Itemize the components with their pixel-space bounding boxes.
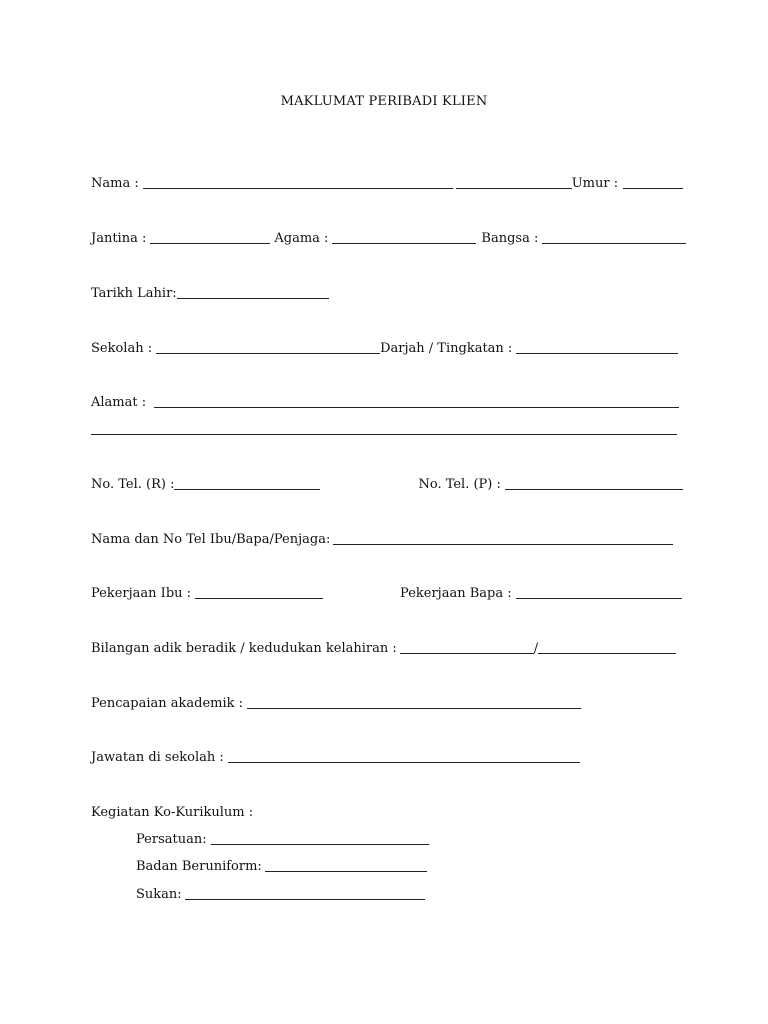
- row-tarikh-lahir: [91, 282, 329, 302]
- label-sekolah: Sekolah :: [91, 341, 153, 356]
- alamat-field-line-2[interactable]: [91, 434, 677, 435]
- persatuan-field[interactable]: [211, 844, 429, 845]
- row-beruniform: [136, 855, 427, 875]
- pekerjaan-bapa-field[interactable]: [516, 598, 682, 599]
- slash-separator: /: [533, 641, 539, 656]
- row-bilangan: [91, 637, 676, 657]
- row-kokurikulum: [91, 801, 253, 821]
- label-nama: Nama :: [91, 176, 139, 191]
- jantina-field[interactable]: [150, 243, 270, 244]
- label-umur: Umur :: [571, 176, 619, 191]
- row-nama-umur: [91, 172, 683, 192]
- pekerjaan-ibu-field[interactable]: [195, 598, 323, 599]
- label-jawatan: Jawatan di sekolah :: [91, 750, 224, 765]
- label-sukan: Sukan:: [136, 887, 182, 902]
- label-penjaga: Nama dan No Tel Ibu/Bapa/Penjaga:: [91, 532, 331, 547]
- darjah-field[interactable]: [516, 353, 678, 354]
- label-agama: Agama :: [274, 231, 329, 246]
- label-tarikh-lahir: Tarikh Lahir:: [91, 286, 177, 301]
- label-pekerjaan-bapa: Pekerjaan Bapa :: [400, 586, 512, 601]
- nama-field[interactable]: [143, 188, 453, 189]
- row-no-tel: [91, 473, 683, 493]
- sukan-field[interactable]: [185, 899, 425, 900]
- beruniform-field[interactable]: [265, 871, 427, 872]
- label-alamat: Alamat :: [91, 395, 147, 410]
- penjaga-field[interactable]: [333, 544, 673, 545]
- label-bangsa: Bangsa :: [481, 231, 539, 246]
- tarikh-lahir-field[interactable]: [177, 298, 329, 299]
- row-pekerjaan: [91, 582, 682, 602]
- row-sukan: [136, 883, 425, 903]
- row-persatuan: [136, 828, 429, 848]
- form-title: MAKLUMAT PERIBADI KLIEN: [280, 94, 488, 109]
- row-alamat: [91, 391, 679, 411]
- bangsa-field[interactable]: [542, 243, 686, 244]
- nama-field-extra[interactable]: [456, 188, 572, 189]
- umur-field[interactable]: [623, 188, 683, 189]
- row-pencapaian: [91, 692, 581, 712]
- label-tel-p: No. Tel. (P) :: [418, 477, 501, 492]
- pencapaian-field[interactable]: [247, 708, 581, 709]
- tel-p-field[interactable]: [505, 489, 683, 490]
- label-kokurikulum: Kegiatan Ko-Kurikulum :: [91, 805, 254, 820]
- jawatan-field[interactable]: [228, 762, 580, 763]
- label-darjah: Darjah / Tingkatan :: [380, 341, 513, 356]
- label-bilangan: Bilangan adik beradik / kedudukan kelahiran :: [91, 641, 397, 656]
- label-pekerjaan-ibu: Pekerjaan Ibu :: [91, 586, 192, 601]
- agama-field[interactable]: [332, 243, 476, 244]
- row-jawatan: [91, 746, 580, 766]
- sekolah-field[interactable]: [156, 353, 380, 354]
- bilangan-field[interactable]: [400, 653, 534, 654]
- label-jantina: Jantina :: [91, 231, 147, 246]
- row-sekolah-darjah: [91, 337, 678, 357]
- label-tel-r: No. Tel. (R) :: [91, 477, 175, 492]
- row-penjaga: [91, 528, 673, 548]
- row-jantina-agama-bangsa: [91, 227, 686, 247]
- tel-r-field[interactable]: [174, 489, 320, 490]
- kedudukan-field[interactable]: [538, 653, 676, 654]
- label-persatuan: Persatuan:: [136, 832, 207, 847]
- label-beruniform: Badan Beruniform:: [136, 859, 262, 874]
- label-pencapaian: Pencapaian akademik :: [91, 696, 244, 711]
- alamat-field[interactable]: [154, 407, 679, 408]
